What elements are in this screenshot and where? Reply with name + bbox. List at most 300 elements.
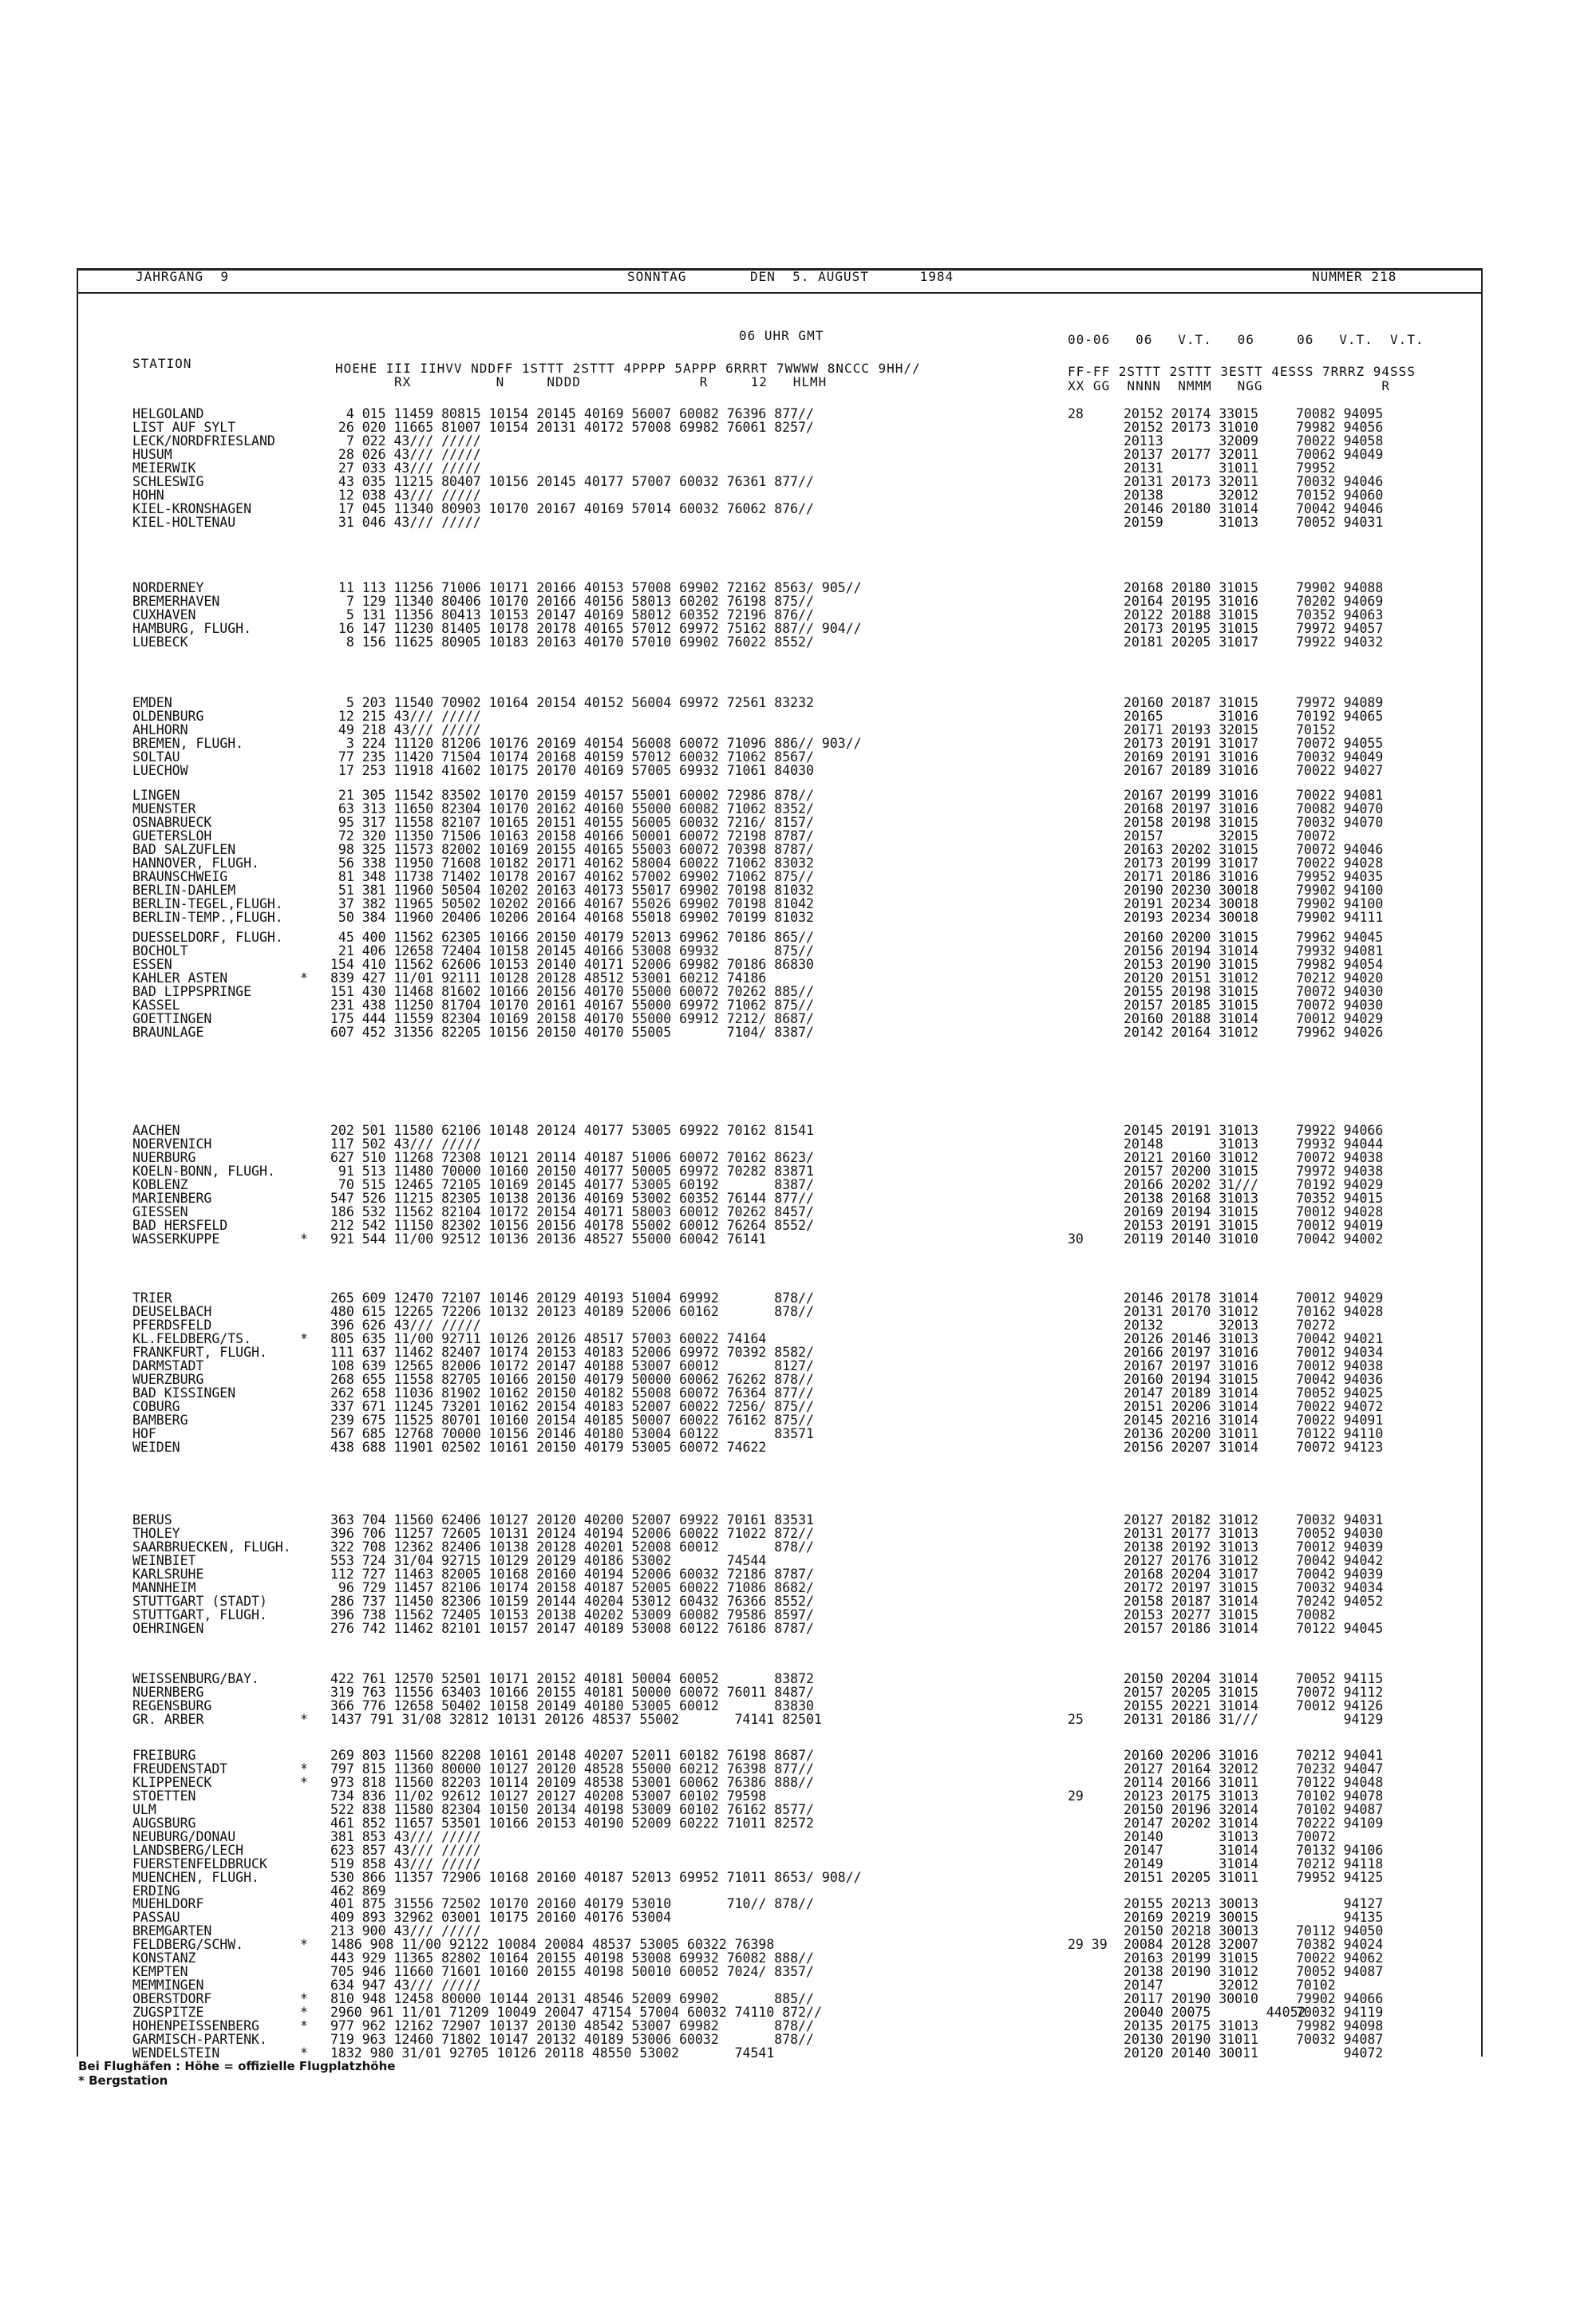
extremes-code: 20157 32015 <box>1124 828 1258 844</box>
regional-code: 70012 94029 <box>1296 1010 1384 1026</box>
observation-code: 634 947 43/// ///// <box>330 1978 481 1994</box>
regional-code: 79902 94066 <box>1296 1991 1384 2007</box>
observation-code: 319 763 11556 63403 10166 20155 40181 50000 60072 76011 8487/ <box>330 1684 814 1700</box>
station-name: PASSAU <box>132 1910 180 1926</box>
station-name: PFERDSFELD <box>132 1317 212 1333</box>
station-name: KIEL-KRONSHAGEN <box>132 500 252 516</box>
observation-code: 213 900 43/// ///// <box>330 1923 481 1939</box>
observation-code: 21 305 11542 83502 10170 20159 40157 55001 60002 72986 878// <box>330 788 814 803</box>
observation-code: 627 510 11268 72308 10121 20114 40187 51006 60072 70162 8623/ <box>330 1149 814 1165</box>
station-name: WEIDEN <box>132 1439 180 1455</box>
station-name: BOCHOLT <box>132 943 188 958</box>
regional-code: 79962 94026 <box>1296 1024 1384 1040</box>
observation-code: 1832 980 31/01 92705 10126 20118 48550 53002 74541 <box>330 2045 775 2061</box>
station-name: GIESSEN <box>132 1203 188 1219</box>
mountain-station-marker: * <box>300 1330 308 1346</box>
station-name: ESSEN <box>132 956 172 972</box>
extremes-code: 20167 20199 31016 <box>1124 788 1258 803</box>
observation-code: 265 609 12470 72107 10146 20129 40193 51004 69992 878// <box>330 1290 814 1306</box>
regional-code: 70042 94036 <box>1296 1371 1384 1387</box>
extremes-code: 20160 20200 31015 <box>1124 930 1258 945</box>
regional-code: 70122 94045 <box>1296 1620 1384 1636</box>
station-name: HUSUM <box>132 446 172 462</box>
extremes-code: 20160 20188 31014 <box>1124 1010 1258 1026</box>
observation-code: 16 147 11230 81405 10178 20178 40165 57012 69972 75162 887// 904// <box>330 620 862 636</box>
extremes-code: 20159 31013 <box>1124 514 1258 530</box>
extremes-code: 20157 20185 31015 <box>1124 997 1258 1013</box>
regional-code: 94135 <box>1296 1910 1384 1926</box>
station-name: GUETERSLOH <box>132 828 212 844</box>
regional-code: 79902 94111 <box>1296 909 1384 925</box>
observation-code: 567 685 12768 70000 10156 20146 40180 53004 60122 83571 <box>330 1425 814 1441</box>
observation-code: 422 761 12570 52501 10171 20152 40181 50004 60052 83872 <box>330 1671 814 1686</box>
observation-code: 70 515 12465 72105 10169 20145 40177 53005 60192 8387/ <box>330 1176 814 1192</box>
station-name: HOHN <box>132 487 164 503</box>
mountain-station-marker: * <box>300 1937 308 1953</box>
observation-code: 96 729 11457 82106 10174 20158 40187 52005 60022 71086 8682/ <box>330 1579 814 1595</box>
observation-code: 719 963 12460 71802 10147 20132 40189 53006 60032 878// <box>330 2031 814 2047</box>
extremes-code: 20150 20196 32014 <box>1124 1801 1258 1817</box>
extremes-code: 20158 20198 31015 <box>1124 814 1258 830</box>
extremes-code: 20131 20186 31/// <box>1124 1711 1258 1727</box>
extremes-code: 20147 32012 <box>1124 1978 1258 1994</box>
observation-code: 443 929 11365 82802 10164 20155 40198 53008 69932 76082 888// <box>330 1950 814 1966</box>
station-name: BAD SALZUFLEN <box>132 841 236 857</box>
regional-code: 79952 <box>1296 460 1336 476</box>
observation-code: 262 658 11036 81902 10162 20150 40182 55008 60072 76364 877// <box>330 1385 814 1401</box>
observation-code: 547 526 11215 82305 10138 20136 40169 53002 60352 76144 877// <box>330 1190 814 1206</box>
regional-code: 70052 94030 <box>1296 1526 1384 1541</box>
extremes-code: 20130 20190 31011 <box>1124 2031 1258 2047</box>
observation-code: 269 803 11560 82208 10161 20148 40207 52011 60182 76198 8687/ <box>330 1748 814 1763</box>
regional-code: 79932 94044 <box>1296 1136 1384 1152</box>
observation-code: 11 113 11256 71006 10171 20166 40153 57008 69902 72162 8563/ 905// <box>330 580 862 595</box>
observation-code: 27 033 43/// ///// <box>330 460 481 476</box>
observation-code: 202 501 11580 62106 10148 20124 40177 53005 69922 70162 81541 <box>330 1123 814 1138</box>
observation-code: 239 675 11525 80701 10160 20154 40185 50007 60022 76162 875// <box>330 1412 814 1428</box>
observation-code: 212 542 11150 82302 10156 20156 40178 55002 60012 76264 8552/ <box>330 1217 814 1233</box>
station-name: WEINBIET <box>132 1552 196 1568</box>
station-name: BERLIN-DAHLEM <box>132 882 236 898</box>
station-name: GR. ARBER <box>132 1711 204 1727</box>
date-label: DEN 5. AUGUST 1984 <box>750 269 954 284</box>
regional-code: 70352 94015 <box>1296 1190 1384 1206</box>
observation-code: 81 348 11738 71402 10178 20167 40162 57002 69902 71062 875// <box>330 868 814 884</box>
regional-code: 70032 94070 <box>1296 814 1384 830</box>
station-name: OLDENBURG <box>132 709 204 724</box>
code-header-row-3: RX N NDDD R 12 HLMH <box>394 374 828 389</box>
extremes-code: 20173 20191 31017 <box>1124 735 1258 751</box>
station-name: SCHLESWIG <box>132 473 204 489</box>
observation-code: 108 639 12565 82006 10172 20147 40188 53007 60012 8127/ <box>330 1357 814 1373</box>
observation-code: 50 384 11960 20406 10206 20164 40168 55018 69902 70199 81032 <box>330 909 814 925</box>
station-name: KOBLENZ <box>132 1176 188 1192</box>
extremes-code: 20126 20146 31013 <box>1124 1330 1258 1346</box>
code-header-row-2-right: FF-FF 2STTT 2STTT 3ESTT 4ESSS 7RRRZ 94SSS <box>1068 364 1416 379</box>
regional-code: 70032 94119 <box>1296 2005 1384 2021</box>
extremes-code: 20165 31016 <box>1124 709 1258 724</box>
six-hour-wind-code: 29 39 <box>1068 1937 1108 1953</box>
regional-code: 70272 <box>1296 1317 1336 1333</box>
regional-code: 94072 <box>1296 2045 1384 2061</box>
regional-code: 79982 94054 <box>1296 956 1384 972</box>
observation-code: 91 513 11480 70000 10160 20150 40177 50005 69972 70282 83871 <box>330 1163 814 1179</box>
mountain-station-marker: * <box>300 970 308 986</box>
observation-code: 462 869 <box>330 1883 386 1899</box>
station-name: WENDELSTEIN <box>132 2045 220 2061</box>
observation-code: 26 020 11665 81007 10154 20131 40172 57008 69982 76061 8257/ <box>330 420 814 435</box>
regional-code: 70132 94106 <box>1296 1842 1384 1858</box>
station-name: NORDERNEY <box>132 580 204 595</box>
station-name: MUENCHEN, FLUGH. <box>132 1869 259 1885</box>
regional-code: 70352 94063 <box>1296 607 1384 622</box>
station-name: KIEL-HOLTENAU <box>132 514 236 530</box>
regional-code: 79982 94056 <box>1296 420 1384 435</box>
observation-code: 921 544 11/00 92512 10136 20136 48527 55000 60042 76141 <box>330 1231 767 1247</box>
footnotes <box>78 2059 395 2088</box>
extremes-code: 20136 20200 31011 <box>1124 1425 1258 1441</box>
station-name: HELGOLAND <box>132 406 204 421</box>
station-name: MUENSTER <box>132 801 196 816</box>
regional-code: 79922 94066 <box>1296 1123 1384 1138</box>
extremes-code: 20131 31011 <box>1124 460 1258 476</box>
extremes-code: 20138 20168 31013 <box>1124 1190 1258 1206</box>
observation-code: 623 857 43/// ///// <box>330 1842 481 1858</box>
regional-code: 70382 94024 <box>1296 1937 1384 1953</box>
extremes-code: 20169 20191 31016 <box>1124 749 1258 765</box>
observation-code: 480 615 12265 72206 10132 20123 40189 52006 60162 878// <box>330 1304 814 1319</box>
observation-time: 06 UHR GMT <box>739 328 824 343</box>
regional-code: 70212 94118 <box>1296 1855 1384 1871</box>
station-name: NUERNBERG <box>132 1684 204 1700</box>
mountain-station-marker: * <box>300 1711 308 1727</box>
regional-code: 70022 94058 <box>1296 433 1384 449</box>
regional-code: 70022 94091 <box>1296 1412 1384 1428</box>
extremes-code: 20140 31013 <box>1124 1828 1258 1844</box>
observation-code: 607 452 31356 82205 10156 20150 40170 55005 7104/ 8387/ <box>330 1024 814 1040</box>
station-name: THOLEY <box>132 1526 180 1541</box>
regional-code: 70042 94042 <box>1296 1552 1384 1568</box>
observation-code: 797 815 11360 80000 10127 20120 48528 55000 60212 76398 877// <box>330 1761 814 1776</box>
extremes-code: 20127 20182 31012 <box>1124 1512 1258 1527</box>
observation-code: 95 317 11558 82107 10165 20151 40155 56005 60032 7216/ 8157/ <box>330 814 814 830</box>
extremes-code: 20132 32013 <box>1124 1317 1258 1333</box>
six-hour-wind-code: 30 <box>1068 1231 1084 1247</box>
regional-code: 94129 <box>1296 1711 1384 1727</box>
station-name: KONSTANZ <box>132 1950 196 1966</box>
regional-code: 79902 94088 <box>1296 580 1384 595</box>
regional-code: 70032 94031 <box>1296 1512 1384 1527</box>
station-name: HANNOVER, FLUGH. <box>132 855 259 871</box>
observation-code: 28 026 43/// ///// <box>330 446 481 462</box>
extremes-code: 20150 20218 30013 <box>1124 1923 1258 1939</box>
station-name: SAARBRUECKEN, FLUGH. <box>132 1539 291 1555</box>
extremes-code: 20163 20199 31015 <box>1124 1950 1258 1966</box>
mountain-station-marker: * <box>300 2045 308 2061</box>
regional-code: 79982 94098 <box>1296 2018 1384 2033</box>
regional-code: 70082 94070 <box>1296 801 1384 816</box>
extremes-code: 20167 20189 31016 <box>1124 762 1258 778</box>
station-name: AHLHORN <box>132 721 188 737</box>
station-name: CUXHAVEN <box>132 607 196 622</box>
station-name: NEUBURG/DONAU <box>132 1828 236 1844</box>
station-name: BREMERHAVEN <box>132 594 220 609</box>
observation-code: 409 893 32962 03001 10175 20160 40176 53004 <box>330 1910 672 1926</box>
extremes-code: 20153 20191 31015 <box>1124 1217 1258 1233</box>
regional-code: 70102 <box>1296 1978 1336 1994</box>
station-name: HAMBURG, FLUGH. <box>132 620 252 636</box>
observation-code: 77 235 11420 71504 10174 20168 40159 57012 60032 71062 8567/ <box>330 749 814 765</box>
station-name: KARLSRUHE <box>132 1566 204 1582</box>
regional-code: 70032 94087 <box>1296 2031 1384 2047</box>
observation-code: 276 742 11462 82101 10157 20147 40189 53008 60122 76186 8787/ <box>330 1620 814 1636</box>
day-label: SONNTAG <box>627 269 687 284</box>
regional-code: 79972 94089 <box>1296 695 1384 710</box>
extremes-code: 20156 20207 31014 <box>1124 1439 1258 1455</box>
regional-code: 70242 94052 <box>1296 1593 1384 1609</box>
observation-code: 461 852 11657 53501 10166 20153 40190 52009 60222 71011 82572 <box>330 1815 814 1831</box>
extremes-code: 20084 20128 32007 <box>1124 1937 1258 1953</box>
observation-code: 973 818 11560 82203 10114 20109 48538 53001 60062 76386 888// <box>330 1774 814 1790</box>
regional-code: 70042 94039 <box>1296 1566 1384 1582</box>
regional-code: 70022 94081 <box>1296 788 1384 803</box>
extremes-code: 20168 20180 31015 <box>1124 580 1258 595</box>
extremes-code: 20119 20140 31010 <box>1124 1231 1258 1247</box>
station-name: LANDSBERG/LECH <box>132 1842 244 1858</box>
observation-code: 154 410 11562 62606 10153 20140 40171 52006 69982 70186 86830 <box>330 956 814 972</box>
station-name: KL.FELDBERG/TS. <box>132 1330 252 1346</box>
observation-code: 43 035 11215 80407 10156 20145 40177 57007 60032 76361 877// <box>330 473 814 489</box>
extremes-code: 20123 20175 31013 <box>1124 1788 1258 1804</box>
extremes-code: 20117 20190 30010 <box>1124 1991 1258 2007</box>
station-name: BERLIN-TEMP.,FLUGH. <box>132 909 283 925</box>
observation-code: 175 444 11559 82304 10169 20158 40170 55000 69912 7212/ 8687/ <box>330 1010 814 1026</box>
regional-code: 79952 94125 <box>1296 1869 1384 1885</box>
observation-code: 530 866 11357 72906 10168 20160 40187 52013 69952 71011 8653/ 908// <box>330 1869 862 1885</box>
station-name: BRAUNLAGE <box>132 1024 204 1040</box>
mountain-station-marker: * <box>300 2005 308 2021</box>
observation-code: 522 838 11580 82304 10150 20134 40198 53009 60102 76162 8577/ <box>330 1801 814 1817</box>
extremes-code: 20166 20202 31/// <box>1124 1176 1258 1192</box>
extremes-code: 20190 20230 30018 <box>1124 882 1258 898</box>
observation-code: 51 381 11960 50504 10202 20163 40173 55017 69902 70198 81032 <box>330 882 814 898</box>
extremes-code: 20181 20205 31017 <box>1124 634 1258 650</box>
observation-code: 401 875 31556 72502 10170 20160 40179 53010 710// 878// <box>330 1896 814 1912</box>
extremes-code: 20163 20202 31015 <box>1124 841 1258 857</box>
station-name: FREIBURG <box>132 1748 196 1763</box>
extremes-code: 20114 20166 31011 <box>1124 1774 1258 1790</box>
regional-code: 70012 94126 <box>1296 1697 1384 1713</box>
regional-code: 70022 94027 <box>1296 762 1384 778</box>
station-name: LECK/NORDFRIESLAND <box>132 433 275 449</box>
extremes-code: 20193 20234 30018 <box>1124 909 1258 925</box>
station-name: HOHENPEISSENBERG <box>132 2018 259 2033</box>
extremes-code: 20135 20175 31013 <box>1124 2018 1258 2033</box>
footnote-airport-height: Bei Flughäfen : Höhe = offizielle Flugplatzhöhe <box>78 2059 396 2073</box>
station-name: MUEHLDORF <box>132 1896 204 1912</box>
extremes-code: 20167 20197 31016 <box>1124 1357 1258 1373</box>
extremes-code: 20113 32009 <box>1124 433 1258 449</box>
observation-code: 231 438 11250 81704 10170 20161 40167 55000 69972 71062 875// <box>330 997 814 1013</box>
observation-code: 2960 961 11/01 71209 10049 20047 47154 57004 60032 74110 872// <box>330 2005 822 2021</box>
station-name: NUERBURG <box>132 1149 196 1165</box>
observation-code: 366 776 12658 50402 10158 20149 40180 53005 60012 83830 <box>330 1697 814 1713</box>
extremes-code: 20169 20219 30015 <box>1124 1910 1258 1926</box>
station-name: KOELN-BONN, FLUGH. <box>132 1163 275 1179</box>
extremes-code: 20120 20151 31012 <box>1124 970 1258 986</box>
regional-code: 70052 94115 <box>1296 1671 1384 1686</box>
regional-code: 70072 94112 <box>1296 1684 1384 1700</box>
extremes-code: 20147 20189 31014 <box>1124 1385 1258 1401</box>
extremes-code: 20155 20213 30013 <box>1124 1896 1258 1912</box>
station-column-header: STATION <box>132 356 192 371</box>
regional-code: 70022 94028 <box>1296 855 1384 871</box>
extremes-code: 20156 20194 31014 <box>1124 943 1258 958</box>
extremes-code: 20157 20186 31014 <box>1124 1620 1258 1636</box>
station-name: OEHRINGEN <box>132 1620 204 1636</box>
observation-code: 37 382 11965 50502 10202 20166 40167 55026 69902 70198 81042 <box>330 895 814 911</box>
extremes-code: 20147 20202 31014 <box>1124 1815 1258 1831</box>
regional-code: 79902 94100 <box>1296 895 1384 911</box>
regional-code: 70152 94060 <box>1296 487 1384 503</box>
extremes-code: 20149 31014 <box>1124 1855 1258 1871</box>
observation-code: 56 338 11950 71608 10182 20171 40162 58004 60022 71062 83032 <box>330 855 814 871</box>
extremes-code: 20040 20075 44052 <box>1124 2005 1306 2021</box>
extremes-code: 20160 20187 31015 <box>1124 695 1258 710</box>
regional-code: 70112 94050 <box>1296 1923 1384 1939</box>
observation-code: 363 704 11560 62406 10127 20120 40200 52007 69922 70161 83531 <box>330 1512 814 1527</box>
footnote-mountain-station: * Bergstation <box>78 2073 168 2088</box>
regional-code: 70032 94046 <box>1296 473 1384 489</box>
regional-code: 79972 94057 <box>1296 620 1384 636</box>
station-name: DEUSELBACH <box>132 1304 212 1319</box>
observation-code: 3 224 11120 81206 10176 20169 40154 56008 60072 71096 886// 903// <box>330 735 862 751</box>
extremes-code: 20168 20204 31017 <box>1124 1566 1258 1582</box>
observation-code: 49 218 43/// ///// <box>330 721 481 737</box>
station-name: OSNABRUECK <box>132 814 212 830</box>
regional-code: 70072 <box>1296 1828 1336 1844</box>
regional-code: 70212 94041 <box>1296 1748 1384 1763</box>
regional-code: 70102 94078 <box>1296 1788 1384 1804</box>
station-name: ERDING <box>132 1883 180 1899</box>
observation-code: 553 724 31/04 92715 10129 20129 40186 53002 74544 <box>330 1552 767 1568</box>
observation-code: 381 853 43/// ///// <box>330 1828 481 1844</box>
observation-code: 31 046 43/// ///// <box>330 514 481 530</box>
regional-code: 70082 <box>1296 1606 1336 1622</box>
station-name: TRIER <box>132 1290 172 1306</box>
observation-code: 396 738 11562 72405 10153 20138 40202 53009 60082 79586 8597/ <box>330 1606 814 1622</box>
extremes-code: 20127 20176 31012 <box>1124 1552 1258 1568</box>
observation-code: 72 320 11350 71506 10163 20158 40166 50001 60072 72198 8787/ <box>330 828 814 844</box>
station-name: NOERVENICH <box>132 1136 212 1152</box>
extremes-code: 20145 20216 31014 <box>1124 1412 1258 1428</box>
extremes-code: 20153 20190 31015 <box>1124 956 1258 972</box>
regional-code: 70102 94087 <box>1296 1801 1384 1817</box>
observation-code: 17 253 11918 41602 10175 20170 40169 57005 69932 71061 84030 <box>330 762 814 778</box>
station-name: HOF <box>132 1425 156 1441</box>
station-name: LUECHOW <box>132 762 188 778</box>
six-hour-wind-code: 29 <box>1068 1788 1084 1804</box>
regional-code: 70232 94047 <box>1296 1761 1384 1776</box>
extremes-code: 20151 20206 31014 <box>1124 1398 1258 1414</box>
station-name: AUGSBURG <box>132 1815 196 1831</box>
extremes-code: 20146 20178 31014 <box>1124 1290 1258 1306</box>
jahrgang-label: JAHRGANG 9 <box>136 269 229 284</box>
regional-code: 70012 94034 <box>1296 1344 1384 1360</box>
station-name: ULM <box>132 1801 156 1817</box>
extremes-code: 20122 20188 31015 <box>1124 607 1258 622</box>
regional-code: 70012 94038 <box>1296 1357 1384 1373</box>
station-name: FRANKFURT, FLUGH. <box>132 1344 267 1360</box>
station-name: ZUGSPITZE <box>132 2005 204 2021</box>
regional-code: 70202 94069 <box>1296 594 1384 609</box>
station-name: WASSERKUPPE <box>132 1231 220 1247</box>
extremes-code: 20147 31014 <box>1124 1842 1258 1858</box>
extremes-code: 20152 20174 33015 <box>1124 406 1258 421</box>
station-name: STUTTGART, FLUGH. <box>132 1606 267 1622</box>
extremes-code: 20172 20197 31015 <box>1124 1579 1258 1595</box>
observation-code: 112 727 11463 82005 10168 20160 40194 52006 60032 72186 8787/ <box>330 1566 814 1582</box>
station-name: KLIPPENECK <box>132 1774 212 1790</box>
extremes-code: 20120 20140 30011 <box>1124 2045 1258 2061</box>
station-name: STUTTGART (STADT) <box>132 1593 267 1609</box>
mountain-station-marker: * <box>300 1774 308 1790</box>
regional-code: 70022 94062 <box>1296 1950 1384 1966</box>
observation-code: 12 215 43/// ///// <box>330 709 481 724</box>
extremes-code: 20131 20173 32011 <box>1124 473 1258 489</box>
six-hour-wind-code: 25 <box>1068 1711 1084 1727</box>
code-header-row-3-right: XX GG NNNN NMMM NGG R <box>1068 378 1391 393</box>
observation-code: 21 406 12658 72404 10158 20145 40166 53008 69932 875// <box>330 943 814 958</box>
regional-code: 70072 94046 <box>1296 841 1384 857</box>
station-name: MARIENBERG <box>132 1190 212 1206</box>
observation-code: 7 022 43/// ///// <box>330 433 481 449</box>
station-name: MEIERWIK <box>132 460 196 476</box>
observation-code: 519 858 43/// ///// <box>330 1855 481 1871</box>
observation-code: 337 671 11245 73201 10162 20154 40183 52007 60022 7256/ 875// <box>330 1398 814 1414</box>
mountain-station-marker: * <box>300 1761 308 1776</box>
observation-code: 977 962 12162 72907 10137 20130 48542 53007 69982 878// <box>330 2018 814 2033</box>
regional-code: 70012 94019 <box>1296 1217 1384 1233</box>
station-name: LUEBECK <box>132 634 188 650</box>
six-hour-wind-code: 28 <box>1068 406 1084 421</box>
station-name: LINGEN <box>132 788 180 803</box>
regional-code: 70032 94034 <box>1296 1579 1384 1595</box>
extremes-code: 20169 20194 31015 <box>1124 1203 1258 1219</box>
extremes-code: 20160 20206 31016 <box>1124 1748 1258 1763</box>
observation-code: 396 626 43/// ///// <box>330 1317 481 1333</box>
station-name: WEISSENBURG/BAY. <box>132 1671 259 1686</box>
station-name: LIST AUF SYLT <box>132 420 236 435</box>
extremes-code: 20171 20186 31016 <box>1124 868 1258 884</box>
station-name: BERLIN-TEGEL,FLUGH. <box>132 895 283 911</box>
observation-code: 151 430 11468 81602 10166 20156 40170 55000 60072 70262 885// <box>330 983 814 999</box>
observation-code: 734 836 11/02 92612 10127 20127 40208 53007 60102 79598 <box>330 1788 767 1804</box>
mountain-station-marker: * <box>300 2018 308 2033</box>
station-name: FELDBERG/SCHW. <box>132 1937 244 1953</box>
mountain-station-marker: * <box>300 1231 308 1247</box>
extremes-code: 20138 20190 31012 <box>1124 1964 1258 1980</box>
station-name: BAD LIPPSPRINGE <box>132 983 252 999</box>
extremes-code: 20151 20205 31011 <box>1124 1869 1258 1885</box>
station-name: DARMSTADT <box>132 1357 204 1373</box>
regional-code: 70072 94055 <box>1296 735 1384 751</box>
regional-code: 70022 94072 <box>1296 1398 1384 1414</box>
observation-code: 7 129 11340 80406 10170 20166 40156 58013 60202 76198 875// <box>330 594 814 609</box>
regional-code: 79962 94045 <box>1296 930 1384 945</box>
station-name: STOETTEN <box>132 1788 196 1804</box>
code-header-row-1: 00-06 06 V.T. 06 06 V.T. V.T. <box>1068 332 1424 347</box>
